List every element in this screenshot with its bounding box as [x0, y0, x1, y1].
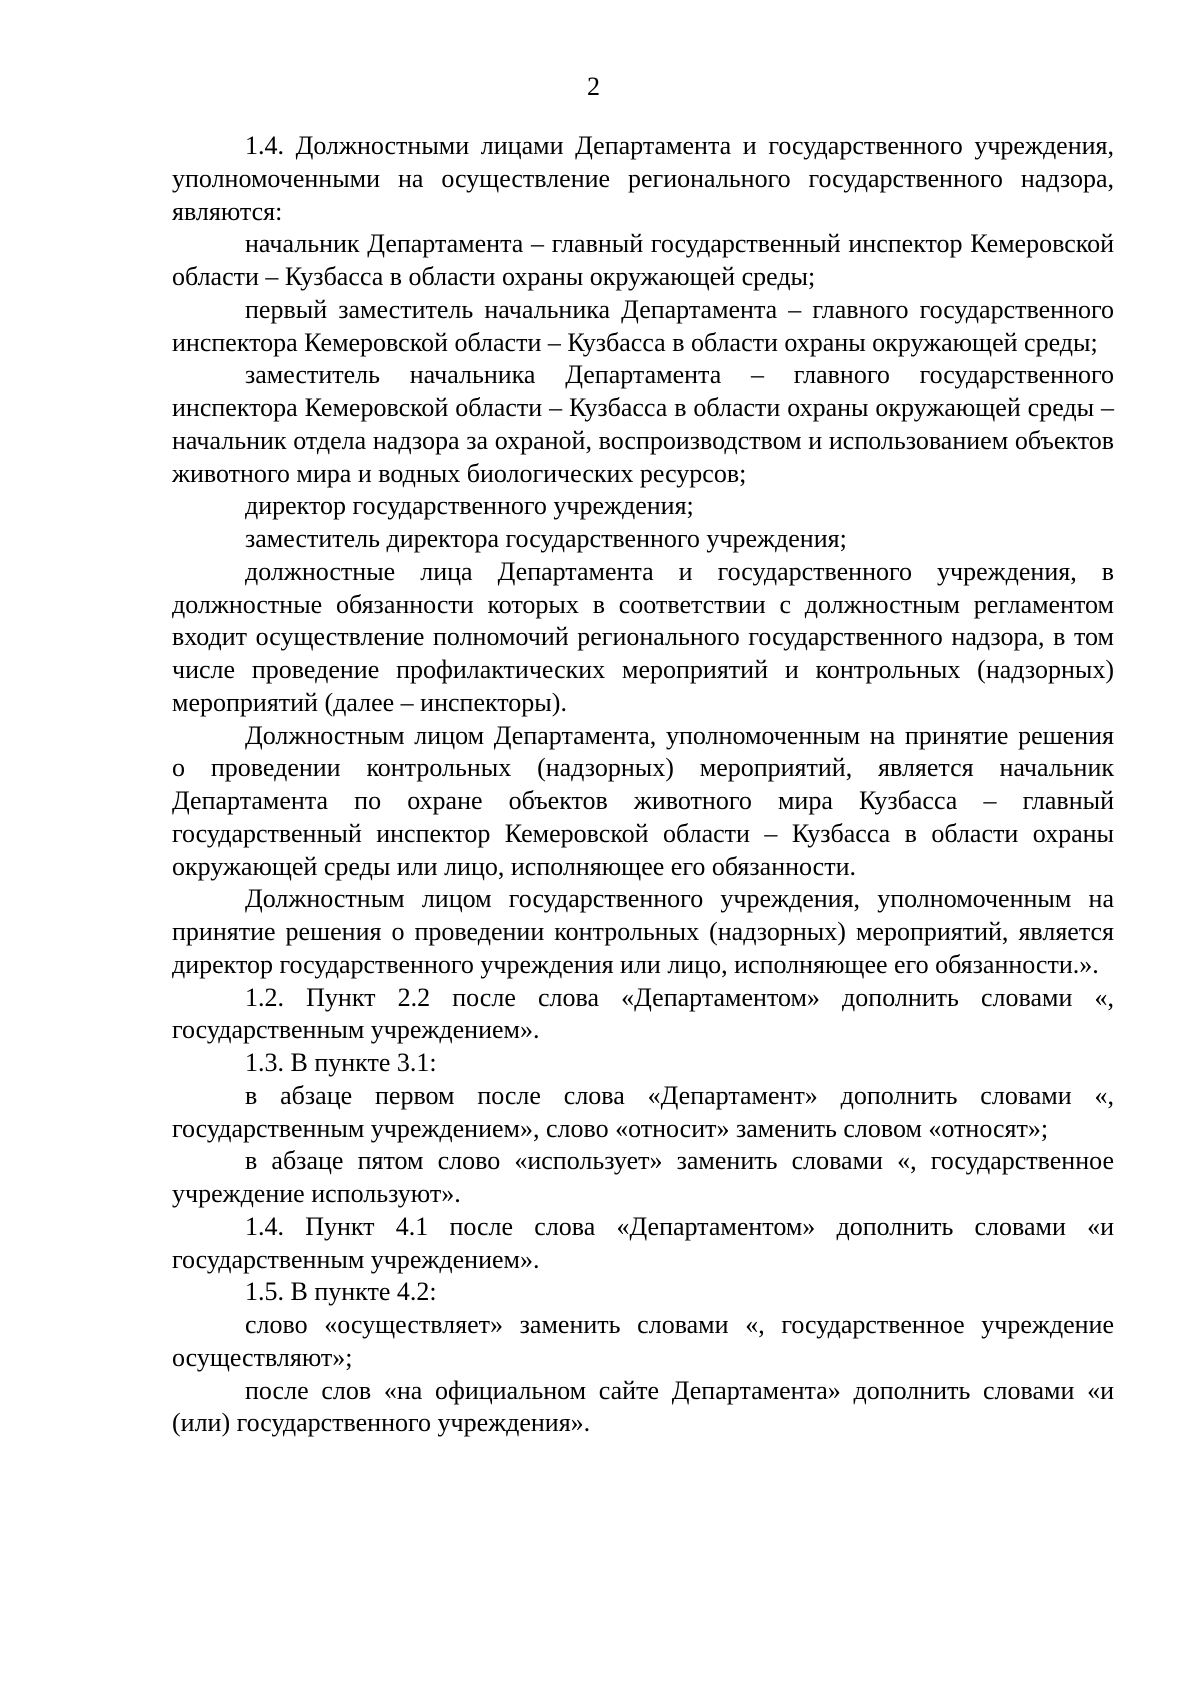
paragraph-first-deputy: первый заместитель начальника Департамента – главного государственного инспектора Кемеровской области – Кузбасса в области охраны окружающей среды; [172, 294, 1114, 357]
paragraph-item-1-5-website: после слов «на официальном сайте Департамента» дополнить словами «и (или) государственного учреждения». [172, 1375, 1114, 1438]
paragraph-item-1-2: 1.2. Пункт 2.2 после слова «Департаментом» дополнить словами «, государственным учреждением». [172, 982, 1114, 1045]
paragraph-item-1-3: 1.3. В пункте 3.1: [245, 1048, 437, 1077]
paragraph-item-1-5: 1.5. В пункте 4.2: [245, 1277, 437, 1307]
document-body [172, 130, 1114, 1440]
paragraph-head-of-department: начальник Департамента – главный государственный инспектор Кемеровской области – Кузбасса в области охраны окружающей среды; [172, 229, 1114, 291]
paragraph-item-1-3-fifth: в абзаце пятом слово «использует» заменить словами «, государственное учреждение используют». [172, 1146, 1114, 1208]
paragraph-officials-intro: 1.4. Должностными лицами Департамента и государственного учреждения, уполномоченными на осуществление регионального государственного надзора, являются: [172, 131, 1114, 226]
paragraph-deputy-head: заместитель начальника Департамента – главного государственного инспектора Кемеровской области – Кузбасса в области охраны окружающей среды – начальник отдела надзора за охраной, воспроизводством и использованием объектов животного мира и водных биологических ресурсов; [172, 360, 1114, 488]
paragraph-inspectors: должностные лица Департамента и государственного учреждения, в должностные обязанности которых в соответствии с должностным регламентом входит осуществление полномочий регионального государственного надзора, в том числе проведение профилактических мероприятий и контрольных (надзорных) мероприятий (далее – инспекторы). [172, 556, 1114, 717]
paragraph-deputy-director: заместитель директора государственного учреждения; [245, 524, 847, 553]
paragraph-institution-decision-official: Должностным лицом государственного учреждения, уполномоченным на принятие решения о проведении контрольных (надзорных) мероприятий, является директор государственного учреждения или лицо, исполняющее его обязанности.». [172, 884, 1114, 979]
page-number: 2 [587, 72, 600, 101]
paragraph-item-1-4: 1.4. Пункт 4.1 после слова «Департаментом» дополнить словами «и государственным учреждением». [172, 1211, 1114, 1274]
paragraph-director: директор государственного учреждения; [245, 491, 694, 521]
paragraph-item-1-5-word: слово «осуществляет» заменить словами «, государственное учреждение осуществляют»; [172, 1310, 1114, 1372]
paragraph-item-1-3-first: в абзаце первом после слова «Департамент» дополнить словами «, государственным учреждением», слово «относит» заменить словом «относят»; [172, 1080, 1114, 1143]
paragraph-department-decision-official: Должностным лицом Департамента, уполномоченным на принятие решения о проведении контрольных (надзорных) мероприятий, является начальник Департамента по охране объектов животного мира Кузбасса – главный государственный инспектор Кемеровской области – Кузбасса в области охраны окружающей среды или лицо, исполняющее его обязанности. [172, 720, 1114, 881]
